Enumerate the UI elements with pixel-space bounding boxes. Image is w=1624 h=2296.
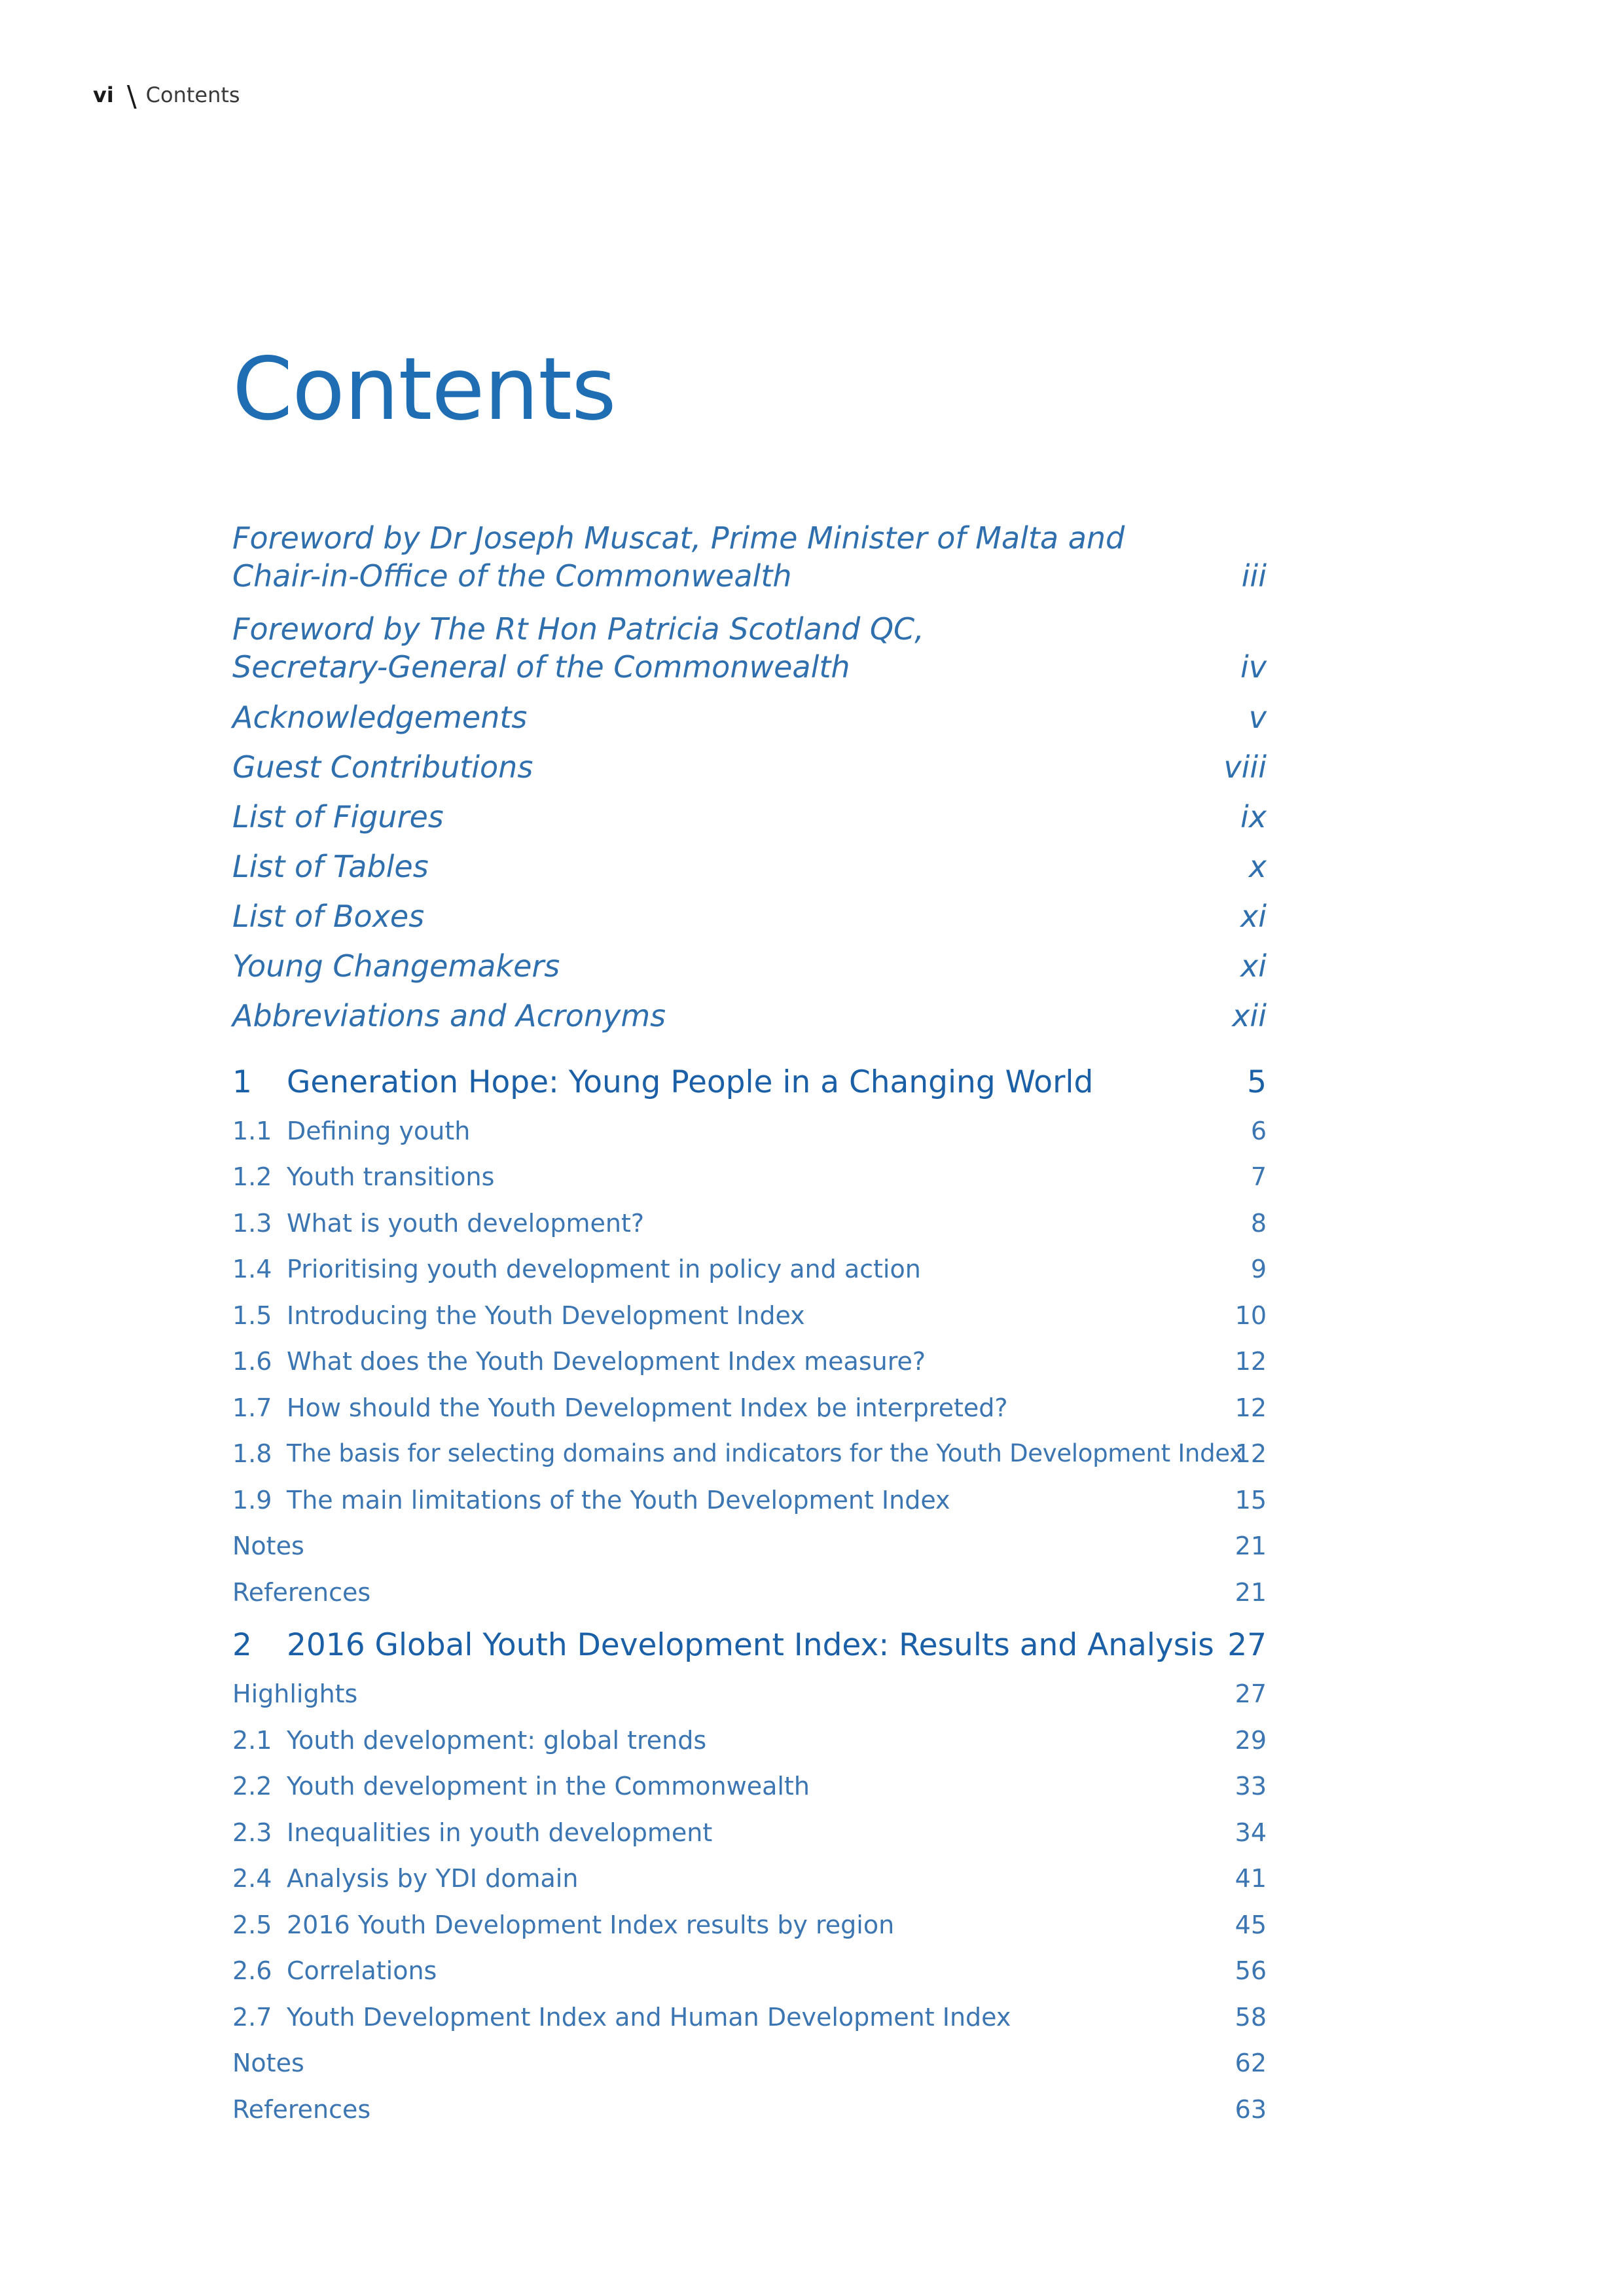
chapter-page: 5 (1247, 1064, 1267, 1100)
toc-chapter-2[interactable] (232, 1627, 1267, 1664)
section-number: 2.2 (232, 1772, 272, 1801)
toc-entry-page: iv (1240, 649, 1267, 685)
section-page: 6 (1250, 1117, 1267, 1145)
toc-entry-title: List of Boxes (232, 899, 425, 934)
section-number: 2.5 (232, 1910, 272, 1939)
header-separator: \ (126, 80, 137, 113)
section-title: Youth Development Index and Human Development Index (287, 2003, 1011, 2032)
toc-section-2-2[interactable] (232, 1772, 1267, 1802)
toc-section-1-4[interactable] (232, 1255, 1267, 1285)
section-title: The main limitations of the Youth Development Index (287, 1486, 950, 1515)
section-page: 63 (1235, 2095, 1267, 2124)
toc-section-1-8[interactable] (232, 1439, 1267, 1469)
toc-notes-ch2[interactable] (232, 2049, 1267, 2079)
toc-section-2-7[interactable] (232, 2003, 1267, 2033)
toc-chapter-1[interactable] (232, 1064, 1267, 1101)
toc-entry-page: xii (1232, 998, 1267, 1033)
chapter-title: Generation Hope: Young People in a Changing World (287, 1064, 1094, 1100)
section-page: 41 (1235, 1864, 1267, 1893)
toc-entry-page: viii (1223, 749, 1267, 785)
toc-entry-abbreviations[interactable] (232, 998, 1267, 1035)
section-page: 29 (1235, 1726, 1267, 1755)
section-number: 2.3 (232, 1818, 272, 1847)
toc-section-2-4[interactable] (232, 1864, 1267, 1894)
section-title: Youth development: global trends (287, 1726, 707, 1755)
section-title: 2016 Youth Development Index results by region (287, 1910, 895, 1939)
section-number: 2.1 (232, 1726, 272, 1755)
toc-entry-title: Abbreviations and Acronyms (232, 998, 666, 1033)
section-title: Correlations (287, 1956, 437, 1985)
toc-entry-acknowledgements[interactable] (232, 700, 1267, 736)
toc-section-2-3[interactable] (232, 1818, 1267, 1848)
section-number: 1.9 (232, 1486, 272, 1515)
section-title: What does the Youth Development Index measure? (287, 1347, 926, 1376)
section-title: The basis for selecting domains and indicators for the Youth Development Index (287, 1439, 1244, 1467)
section-number: 1.4 (232, 1255, 272, 1283)
section-page: 45 (1235, 1910, 1267, 1939)
section-title: Notes (232, 1532, 304, 1560)
toc-entry-list-of-boxes[interactable] (232, 899, 1267, 935)
section-title: Notes (232, 2049, 304, 2077)
section-page: 9 (1250, 1255, 1267, 1283)
toc-section-2-5[interactable] (232, 1910, 1267, 1941)
section-number: 2.4 (232, 1864, 272, 1893)
toc-entry-young-changemakers[interactable] (232, 948, 1267, 985)
toc-section-1-9[interactable] (232, 1486, 1267, 1516)
section-number: 2.7 (232, 2003, 272, 2032)
toc-section-1-7[interactable] (232, 1393, 1267, 1424)
chapter-page: 27 (1227, 1627, 1267, 1663)
section-page: 7 (1250, 1162, 1267, 1191)
section-page: 33 (1235, 1772, 1267, 1801)
section-title: Youth development in the Commonwealth (287, 1772, 810, 1801)
toc-entry-title-line: Foreword by The Rt Hon Patricia Scotland QC, (232, 611, 924, 647)
page-folio: vi (93, 82, 114, 107)
section-number: 1.1 (232, 1117, 272, 1145)
section-page: 21 (1235, 1532, 1267, 1560)
section-title: Prioritising youth development in policy and action (287, 1255, 921, 1283)
toc-section-1-6[interactable] (232, 1347, 1267, 1377)
chapter-number: 1 (232, 1064, 252, 1100)
toc-entry-title-line: Chair-in-Office of the Commonwealth (232, 558, 792, 594)
section-page: 34 (1235, 1818, 1267, 1847)
toc-entry-list-of-tables[interactable] (232, 849, 1267, 886)
toc-entry-title-line: Secretary-General of the Commonwealth (232, 649, 850, 685)
running-header (93, 80, 240, 113)
section-number: 1.7 (232, 1393, 272, 1422)
toc-entry-foreword-muscat[interactable] (232, 520, 1267, 592)
toc-entry-title: List of Tables (232, 849, 429, 884)
toc-entry-page: ix (1240, 799, 1267, 834)
toc-entry-page: iii (1241, 558, 1267, 594)
toc-entry-title-line: Foreword by Dr Joseph Muscat, Prime Minister of Malta and (232, 520, 1125, 556)
section-page: 58 (1235, 2003, 1267, 2032)
section-number: 1.2 (232, 1162, 272, 1191)
toc-section-1-3[interactable] (232, 1209, 1267, 1239)
toc-entry-foreword-scotland[interactable] (232, 611, 1267, 683)
toc-entry-page: v (1248, 700, 1267, 735)
toc-entry-page: xi (1240, 899, 1267, 934)
chapter-title: 2016 Global Youth Development Index: Results and Analysis (287, 1627, 1214, 1663)
section-title: Youth transitions (287, 1162, 495, 1191)
section-title: References (232, 2095, 371, 2124)
section-title: How should the Youth Development Index be interpreted? (287, 1393, 1008, 1422)
toc-entry-title: List of Figures (232, 799, 444, 834)
section-page: 10 (1235, 1301, 1267, 1330)
section-number: 1.8 (232, 1439, 272, 1468)
toc-entry-list-of-figures[interactable] (232, 799, 1267, 836)
toc-section-2-1[interactable] (232, 1726, 1267, 1756)
section-page: 15 (1235, 1486, 1267, 1515)
toc-entry-title: Acknowledgements (232, 700, 528, 735)
toc-notes-ch1[interactable] (232, 1532, 1267, 1562)
section-page: 56 (1235, 1956, 1267, 1985)
section-page: 12 (1235, 1439, 1267, 1468)
section-title: Highlights (232, 1679, 358, 1708)
section-number: 1.6 (232, 1347, 272, 1376)
section-number: 1.3 (232, 1209, 272, 1238)
section-title: References (232, 1578, 371, 1607)
section-title: Analysis by YDI domain (287, 1864, 579, 1893)
section-title: Introducing the Youth Development Index (287, 1301, 805, 1330)
toc-highlights-ch2[interactable] (232, 1679, 1267, 1710)
section-page: 21 (1235, 1578, 1267, 1607)
toc-references-ch1[interactable] (232, 1578, 1267, 1608)
toc-entry-title: Guest Contributions (232, 749, 533, 785)
toc-section-1-1[interactable] (232, 1117, 1267, 1147)
section-page: 27 (1235, 1679, 1267, 1708)
section-title: What is youth development? (287, 1209, 645, 1238)
toc-entry-guest-contributions[interactable] (232, 749, 1267, 786)
toc-section-1-2[interactable] (232, 1162, 1267, 1193)
section-number: 2.6 (232, 1956, 272, 1985)
section-page: 8 (1250, 1209, 1267, 1238)
toc-entry-title: Young Changemakers (232, 948, 560, 984)
section-page: 12 (1235, 1347, 1267, 1376)
section-page: 62 (1235, 2049, 1267, 2077)
chapter-number: 2 (232, 1627, 252, 1663)
toc-section-1-5[interactable] (232, 1301, 1267, 1331)
header-section-name: Contents (145, 82, 240, 107)
toc-section-2-6[interactable] (232, 1956, 1267, 1986)
section-page: 12 (1235, 1393, 1267, 1422)
toc-entry-page: xi (1240, 948, 1267, 984)
section-title: Inequalities in youth development (287, 1818, 713, 1847)
page-title: Contents (232, 339, 616, 440)
section-number: 1.5 (232, 1301, 272, 1330)
toc-entry-page: x (1248, 849, 1267, 884)
toc-references-ch2[interactable] (232, 2095, 1267, 2125)
section-title: Defining youth (287, 1117, 471, 1145)
